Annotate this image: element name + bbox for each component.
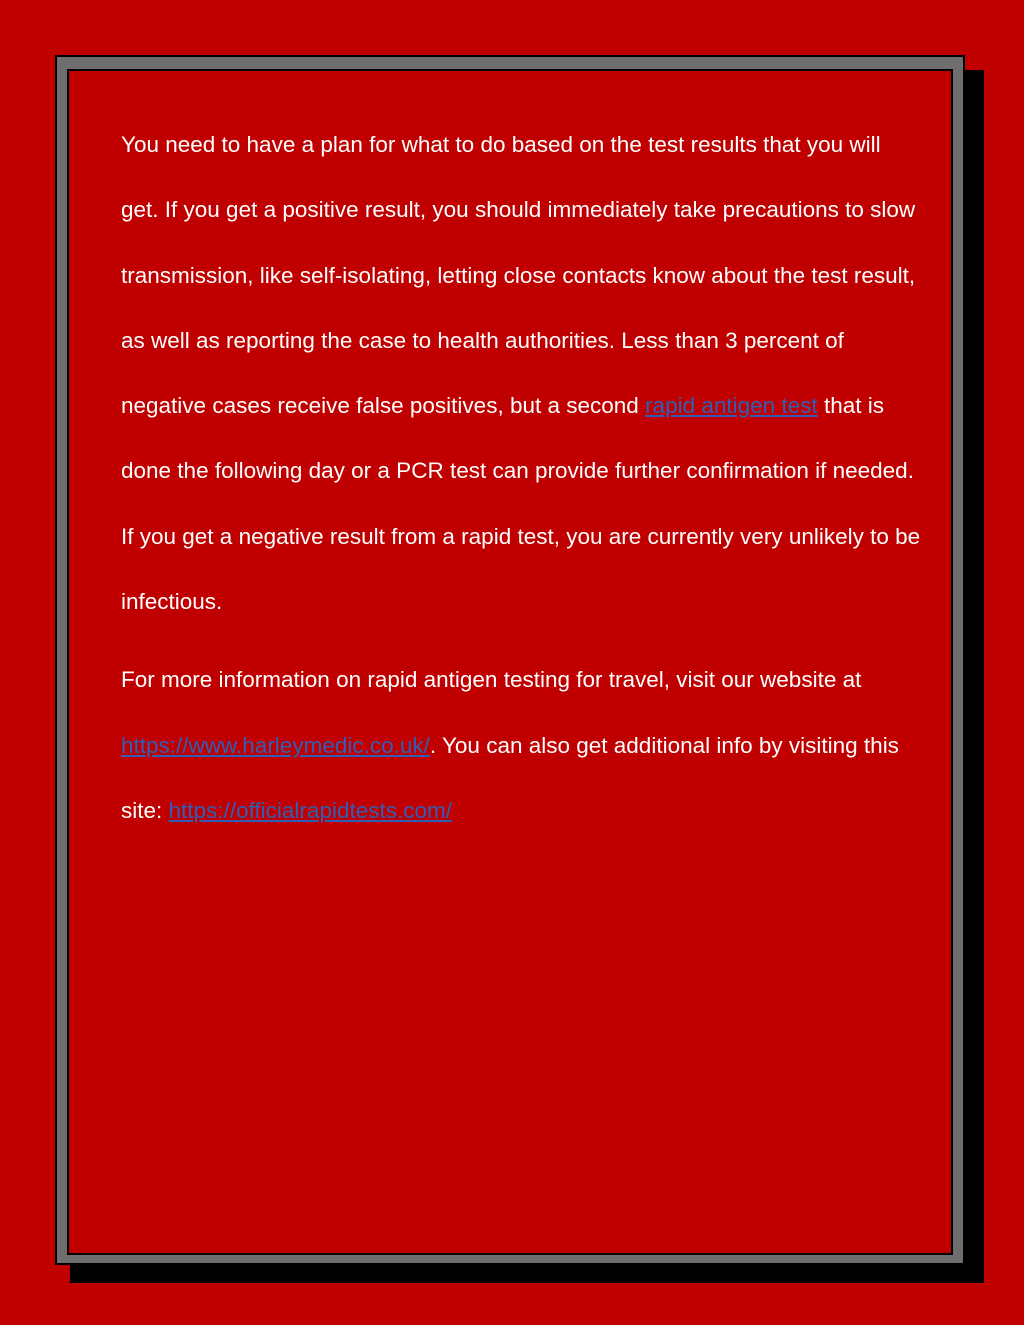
harleymedic-website-link[interactable]: https://www.harleymedic.co.uk/ — [121, 732, 430, 758]
paragraph-text: . You can also get additional info by visiting this site: — [121, 732, 899, 823]
rapid-antigen-test-link[interactable]: rapid antigen test — [645, 393, 818, 419]
officialrapidtests-link[interactable]: https://officialrapidtests.com/ — [168, 797, 452, 823]
paragraph-test-results-plan — [121, 112, 921, 634]
paragraph-more-information — [121, 647, 921, 843]
paragraph-text: that is done the following day or a PCR test can provide further confirmation if needed. If you get a negative result from a rapid test, you are currently very unlikely to be infectious. — [121, 393, 921, 615]
paragraph-text: You need to have a plan for what to do based on the test results that you will get. If you get a positive result, you should immediately take precautions to slow transmission, like self-isolating, letting close contacts know about the test result, as well as reporting the case to health authorities. Less than 3 percent of negative cases receive false positives, but a second — [121, 132, 916, 419]
document-body — [121, 112, 921, 843]
paragraph-text: For more information on rapid antigen testing for travel, visit our website at — [121, 667, 862, 693]
